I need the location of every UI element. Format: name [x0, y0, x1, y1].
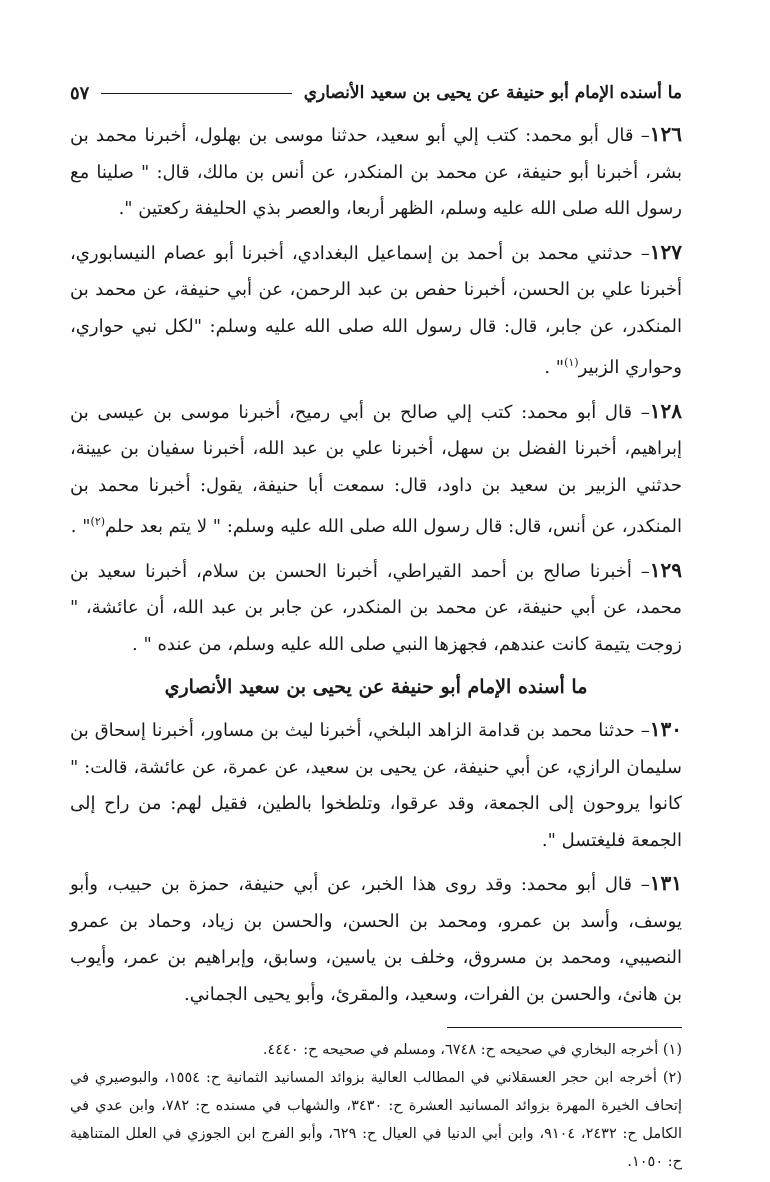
hadith-paragraph [70, 234, 682, 387]
body-text [70, 116, 682, 1013]
footnote-2: (٢) أخرجه ابن حجر العسقلاني في المطالب العالية بزوائد المسانيد الثمانية ح: ١٥٥٤، والبوصيري في إتحاف الخيرة المهرة بزوائد المسانيد العشرة ح: ٣٤٣٠، والشهاب في مسنده ح: ٧٨٢، وابن عدي في الكامل ح: ٢٤٣٢، ٩١٠٤، وابن أبي الدنيا في العيال ح: ٦٢٩، وأبو الفرج ابن الجوزي في العلل المتناهية ح: ١٠٥٠. [70, 1070, 682, 1170]
footnote-rule [447, 1027, 682, 1028]
hadith-text: – قال أبو محمد: كتب إلي أبو سعيد، حدثنا موسى بن بهلول، أخبرنا محمد بن بشر، أخبرنا أبو حنيفة، عن محمد بن المنكدر، عن أنس بن مالك، قال: " صلينا مع رسول الله صلى الله عليه وسلم، الظهر أربعا، والعصر بذي الحليفة ركعتين ". [70, 125, 682, 219]
hadith-number: ١٢٨ [649, 398, 682, 423]
hadith-number: ١٢٩ [649, 557, 682, 582]
hadith-paragraph [70, 865, 682, 1013]
page-number: ٥٧ [70, 82, 90, 104]
hadith-text: – قال أبو محمد: وقد روى هذا الخبر، عن أبي حنيفة، حمزة بن حبيب، وأبو يوسف، وأسد بن عمرو، ومحمد بن الحسن، والحسن بن زياد، وحماد بن عمرو النصيبي، ومحمد بن مسروق، وخلف بن ياسين، وسابق، وإبراهيم بن عمر، وأيوب بن هانئ، والحسن بن الفرات، وسعيد، والمقرئ، وأبو يحيى الجماني. [70, 874, 682, 1005]
hadith-paragraph [70, 116, 682, 228]
footnote-marker[interactable]: (٢) [90, 515, 106, 528]
hadith-number: ١٣١ [649, 871, 682, 895]
hadith-text: – حدثنا محمد بن قدامة الزاهد البلخي، أخبرنا ليث بن مساور، أخبرنا إسحاق بن سليمان الرازي، عن أبي حنيفة، عن يحيى بن سعيد، عن عمرة، عن عائشة، قالت: " كانوا يروحون إلى الجمعة، وقد عرقوا، وتلطخوا بالطين، فقيل لهم: من راح إلى الجمعة فليغتسل ". [70, 720, 682, 851]
hadith-text: – أخبرنا صالح بن أحمد القيراطي، أخبرنا الحسن بن سلام، أخبرنا سعيد بن محمد، عن أبي حنيفة، عن محمد بن المنكدر، عن جابر بن عبد الله، أن عائشة، " زوجت يتيمة كانت عندهم، فجهزها النبي صلى الله عليه وسلم، من عنده " . [70, 560, 682, 655]
hadith-text: – قال أبو محمد: كتب إلي صالح بن أبي رميح، أخبرنا موسى بن عيسى بن إبراهيم، أخبرنا الفضل بن سهل، أخبرنا علي بن عبد الله، أخبرنا سفيان بن عيينة، حدثني الزبير بن سعيد بن داود، قال: سمعت أبا حنيفة، يقول: أخبرنا محمد بن المنكدر، عن أنس، قال: قال رسول الله صلى الله عليه وسلم: " لا يتم بعد حلم [70, 401, 682, 537]
running-head-rule [101, 93, 291, 94]
hadith-number: ١٢٦ [649, 122, 682, 146]
section-heading: ما أسنده الإمام أبو حنيفة عن يحيى بن سعيد الأنصاري [164, 676, 588, 698]
hadith-number: ١٣٠ [649, 717, 682, 741]
footnote-1: (١) أخرجه البخاري في صحيحه ح: ٦٧٤٨، ومسلم في صحيحه ح: ٤٤٤٠. [262, 1042, 682, 1058]
running-head [70, 78, 682, 108]
hadith-paragraph [70, 552, 682, 664]
book-page [70, 78, 682, 1176]
hadith-text-tail: " . [70, 516, 91, 537]
running-head-title: ما أسنده الإمام أبو حنيفة عن يحيى بن سعيد الأنصاري [303, 83, 682, 103]
footnotes [70, 1036, 682, 1176]
hadith-paragraph [70, 393, 682, 546]
hadith-number: ١٢٧ [649, 239, 682, 264]
hadith-text-tail: " . [544, 357, 565, 378]
footnote-marker[interactable]: (١) [564, 356, 579, 369]
hadith-text: – حدثني محمد بن أحمد بن إسماعيل البغدادي، أخبرنا أبو عصام النيسابوري، أخبرنا علي بن الحسن، أخبرنا حفص بن عبد الرحمن، عن أبي حنيفة، عن محمد بن المنكدر، عن جابر، قال: قال رسول الله صلى الله عليه وسلم: "لكل نبي حواري، وحواري الزبير [70, 242, 682, 378]
hadith-paragraph [70, 711, 682, 859]
